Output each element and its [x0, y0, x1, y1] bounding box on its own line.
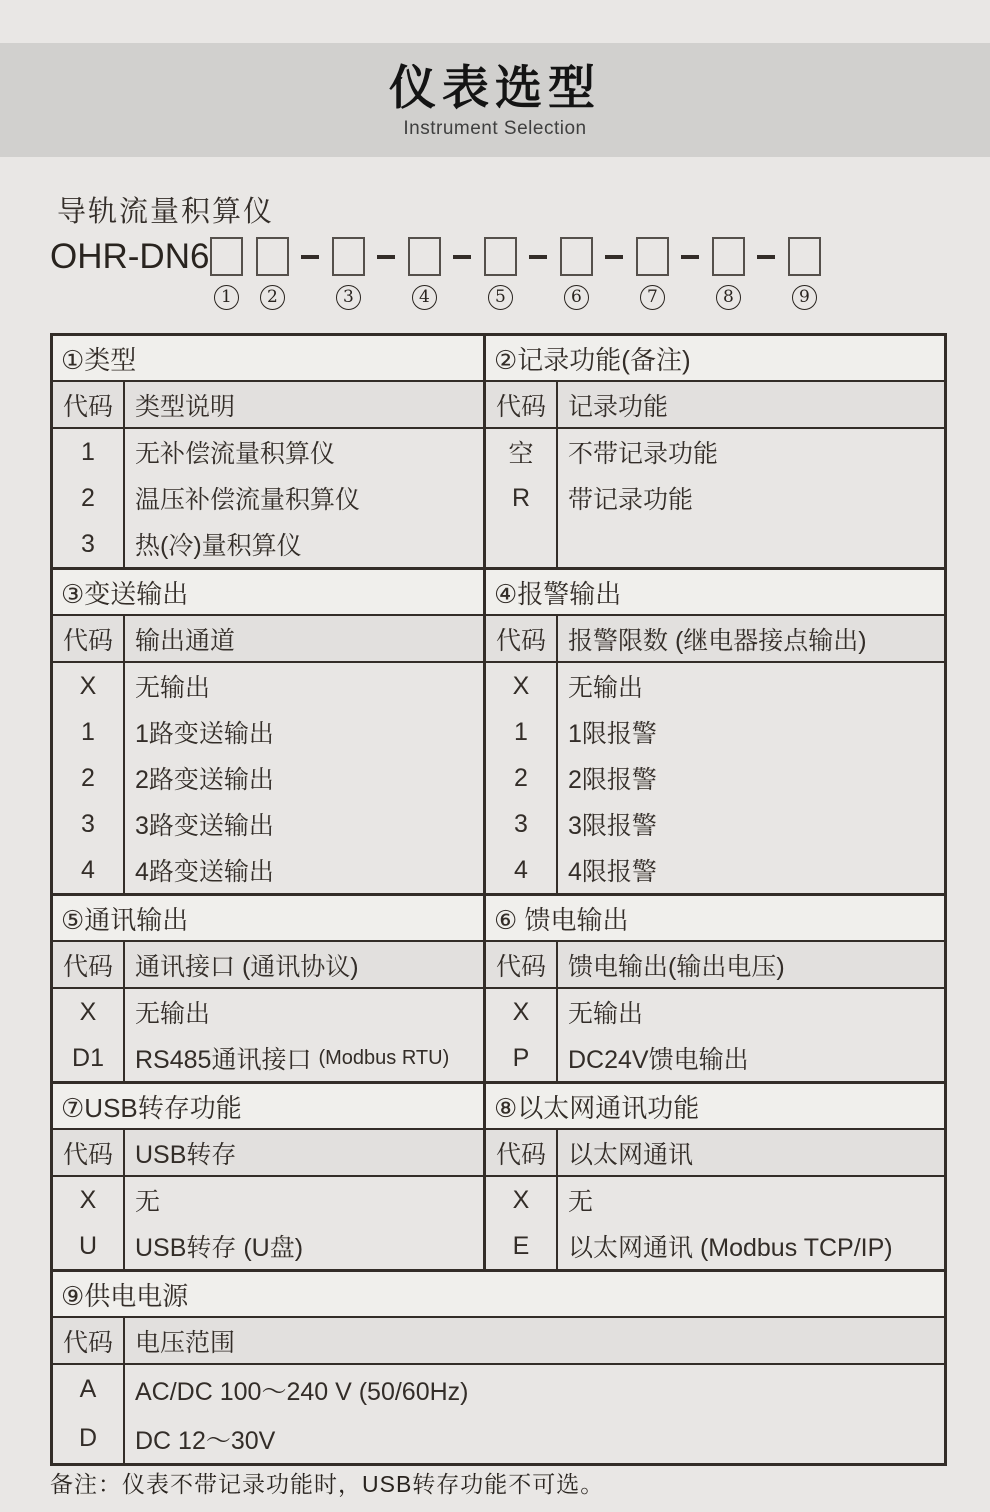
desc-column-header: 记录功能 [568, 392, 669, 421]
selection-table [50, 333, 947, 1466]
desc-cell: AC/DC 100～240 V (50/60Hz) [135, 1377, 469, 1406]
section-body [486, 663, 944, 893]
section-subheader [486, 942, 944, 989]
desc-column-header: 馈电输出(输出电压) [568, 952, 785, 981]
desc-cell: 热(冷)量积算仪 [135, 532, 302, 560]
slot-number: 9 [792, 285, 817, 310]
section-subheader [486, 616, 944, 663]
page-subtitle: Instrument Selection [403, 117, 587, 139]
section-2 [486, 336, 944, 567]
section-8 [486, 1084, 944, 1269]
desc-cell: USB转存 (U盘) [135, 1234, 304, 1262]
desc-cell: DC24V馈电输出 [568, 1046, 749, 1074]
desc-column-header: 类型说明 [135, 392, 236, 421]
product-name: 导轨流量积算仪 [57, 196, 275, 228]
header-band [0, 43, 990, 157]
section-subheader [53, 1130, 483, 1177]
code-cell: R [511, 483, 531, 512]
section-title: ⑦USB转存功能 [53, 1084, 483, 1130]
code-column-header: 代码 [53, 382, 125, 427]
code-cell: 2 [81, 763, 95, 792]
desc-cell: 无输出 [568, 674, 644, 702]
desc-cell: 以太网通讯 (Modbus TCP/IP) [568, 1234, 893, 1262]
code-cell: X [79, 671, 97, 700]
model-code-box [712, 237, 745, 276]
desc-column-header: 输出通道 [135, 626, 236, 655]
desc-column-header: USB转存 [135, 1140, 237, 1169]
section-title: ⑨供电电源 [53, 1272, 944, 1318]
model-code-box [788, 237, 821, 276]
model-code-box [560, 237, 593, 276]
section-body [53, 429, 483, 567]
model-slot [711, 237, 745, 310]
model-code-box [408, 237, 441, 276]
section-subheader [53, 616, 483, 663]
code-cell: 2 [514, 763, 528, 792]
slot-number: 7 [640, 285, 665, 310]
desc-cell: 3限报警 [568, 812, 657, 840]
desc-column-header: 电压范围 [135, 1328, 236, 1357]
code-column [53, 1177, 125, 1269]
desc-cell: 无输出 [135, 1000, 211, 1028]
code-column-header: 代码 [486, 942, 558, 987]
model-code-box [332, 237, 365, 276]
section-3 [53, 570, 486, 893]
code-column [53, 1365, 125, 1463]
desc-cell: 2限报警 [568, 766, 657, 794]
desc-cell: 不带记录功能 [568, 440, 719, 468]
footnote: 备注：仪表不带记录功能时，USB转存功能不可选。 [50, 1471, 605, 1497]
code-column-header: 代码 [53, 942, 125, 987]
desc-cell: 3路变送输出 [135, 812, 274, 840]
code-cell: D [78, 1424, 98, 1452]
code-column-header: 代码 [53, 1130, 125, 1175]
model-slot [787, 237, 821, 310]
desc-column [125, 429, 483, 567]
section-body [486, 1177, 944, 1269]
desc-column [558, 1177, 944, 1269]
code-column-header: 代码 [486, 1130, 558, 1175]
desc-column [125, 989, 483, 1081]
model-slot [635, 237, 669, 310]
code-cell: U [78, 1231, 98, 1260]
section-subheader [53, 1318, 944, 1365]
code-cell: X [512, 671, 530, 700]
model-slot [209, 237, 243, 310]
code-cell: E [512, 1231, 530, 1260]
section-title: ⑤通讯输出 [53, 896, 483, 942]
model-intro [50, 196, 821, 310]
model-dash [377, 255, 395, 259]
slot-number: 3 [336, 285, 361, 310]
code-cell: X [512, 1185, 530, 1214]
section-body [486, 989, 944, 1081]
desc-cell: 4限报警 [568, 858, 657, 886]
desc-cell: 温压补偿流量积算仪 [135, 486, 361, 514]
section-title: ④报警输出 [486, 570, 944, 616]
code-column [53, 663, 125, 893]
section-1 [53, 336, 486, 567]
section-body [53, 1365, 944, 1463]
desc-cell: RS485通讯接口 (Modbus RTU) [135, 1046, 450, 1074]
code-cell: X [79, 1185, 97, 1214]
code-column [486, 1177, 558, 1269]
code-column [53, 429, 125, 567]
section-6 [486, 896, 944, 1081]
code-cell: 3 [514, 809, 528, 838]
code-cell: A [79, 1375, 97, 1403]
desc-column-header: 报警限数 (继电器接点输出) [568, 626, 867, 655]
model-slot [483, 237, 517, 310]
section-group [53, 336, 944, 570]
code-cell: 空 [508, 440, 534, 468]
desc-column-header: 通讯接口 (通讯协议) [135, 952, 359, 981]
desc-cell: 1限报警 [568, 720, 657, 748]
section-subheader [486, 382, 944, 429]
model-code-box [484, 237, 517, 276]
code-cell: D1 [72, 1043, 104, 1072]
code-cell: 4 [81, 855, 95, 884]
code-cell: 1 [81, 437, 95, 466]
desc-note: (Modbus RTU) [318, 1046, 450, 1069]
code-cell: 1 [514, 717, 528, 746]
desc-column [558, 429, 944, 567]
code-cell: 3 [81, 809, 95, 838]
code-column-header: 代码 [486, 382, 558, 427]
model-dash [605, 255, 623, 259]
desc-column-header: 以太网通讯 [568, 1140, 694, 1169]
model-dash [757, 255, 775, 259]
code-column [486, 429, 558, 567]
desc-column [125, 1177, 483, 1269]
desc-column [125, 1365, 944, 1463]
section-group [53, 1272, 944, 1463]
model-code-line [50, 237, 821, 310]
model-dash [529, 255, 547, 259]
code-cell: X [512, 997, 530, 1026]
section-subheader [486, 1130, 944, 1177]
section-body [53, 663, 483, 893]
model-code-box [636, 237, 669, 276]
page-title: 仪表选型 [389, 60, 601, 114]
desc-column [558, 663, 944, 893]
section-body [53, 1177, 483, 1269]
slot-number: 1 [214, 285, 239, 310]
desc-cell: 4路变送输出 [135, 858, 274, 886]
model-slot [331, 237, 365, 310]
desc-cell: 无输出 [568, 1000, 644, 1028]
code-cell: 4 [514, 855, 528, 884]
section-subheader [53, 382, 483, 429]
section-title: ③变送输出 [53, 570, 483, 616]
section-group [53, 896, 944, 1084]
desc-cell: 2路变送输出 [135, 766, 274, 794]
model-slot [255, 237, 289, 310]
desc-column [558, 989, 944, 1081]
code-cell: X [79, 997, 97, 1026]
model-dash [681, 255, 699, 259]
desc-cell: 1路变送输出 [135, 720, 274, 748]
code-column-header: 代码 [486, 616, 558, 661]
section-title: ⑧以太网通讯功能 [486, 1084, 944, 1130]
section-9 [53, 1272, 944, 1463]
desc-cell: 无输出 [135, 674, 211, 702]
section-body [486, 429, 944, 567]
desc-cell: 带记录功能 [568, 486, 694, 514]
code-column [486, 989, 558, 1081]
desc-cell: 无 [135, 1188, 161, 1216]
model-code-box [210, 237, 243, 276]
code-cell: P [512, 1043, 530, 1072]
model-dash [301, 255, 319, 259]
section-title: ⑥ 馈电输出 [486, 896, 944, 942]
slot-number: 4 [412, 285, 437, 310]
desc-column [125, 663, 483, 893]
section-subheader [53, 942, 483, 989]
code-column-header: 代码 [53, 616, 125, 661]
code-cell: 2 [81, 483, 95, 512]
section-group [53, 1084, 944, 1272]
slot-number: 2 [260, 285, 285, 310]
code-cell: 1 [81, 717, 95, 746]
code-column-header: 代码 [53, 1318, 125, 1363]
code-cell: 3 [81, 529, 95, 558]
model-prefix: OHR-DN6 [50, 237, 210, 276]
model-dash [453, 255, 471, 259]
model-code-box [256, 237, 289, 276]
section-title: ②记录功能(备注) [486, 336, 944, 382]
code-column [53, 989, 125, 1081]
section-5 [53, 896, 486, 1081]
code-column [486, 663, 558, 893]
section-7 [53, 1084, 486, 1269]
section-body [53, 989, 483, 1081]
desc-cell: 无补偿流量积算仪 [135, 440, 336, 468]
model-slot [407, 237, 441, 310]
model-slot [559, 237, 593, 310]
section-group [53, 570, 944, 896]
desc-cell: 无 [568, 1188, 594, 1216]
desc-cell: DC 12～30V [135, 1426, 276, 1455]
section-title: ①类型 [53, 336, 483, 382]
slot-number: 6 [564, 285, 589, 310]
slot-number: 5 [488, 285, 513, 310]
slot-number: 8 [716, 285, 741, 310]
section-4 [486, 570, 944, 893]
